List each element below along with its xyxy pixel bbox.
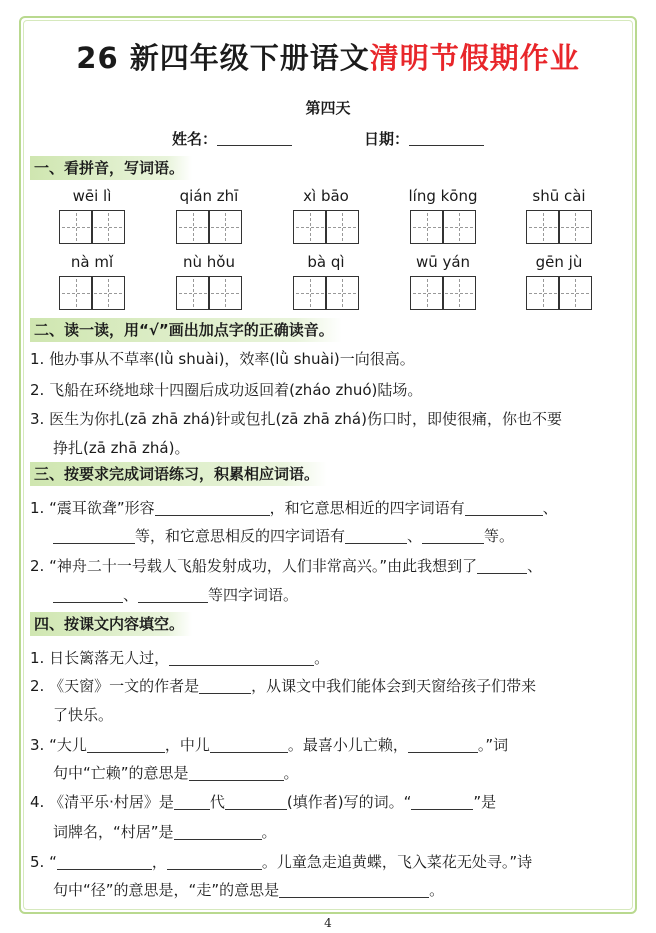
s4-text: 2. 《天窗》一文的作者是: [30, 677, 200, 695]
pinyin-label: shū cài: [532, 187, 586, 205]
tianzige-box[interactable]: [558, 276, 592, 310]
s4-text: ”是: [473, 793, 497, 811]
answer-blank[interactable]: [411, 794, 473, 810]
s3-text: 等四字词语。: [208, 586, 299, 604]
s3-item-1-line1: [30, 498, 558, 518]
pinyin-label: xì bāo: [303, 187, 349, 205]
s3-text: 等。: [484, 527, 515, 545]
s4-text: 句中“亡赖”的意思是: [53, 764, 189, 782]
s4-item-4-line2: [53, 822, 277, 842]
s4-text: (填作者)写的词。“: [286, 793, 412, 811]
pinyin-item: [276, 252, 376, 310]
date-blank[interactable]: [409, 131, 484, 146]
name-label: 姓名：: [172, 130, 218, 148]
answer-blank[interactable]: [210, 737, 288, 753]
s4-text: 代: [209, 793, 225, 811]
answer-blank[interactable]: [53, 528, 135, 544]
answer-blank[interactable]: [225, 794, 287, 810]
answer-blank[interactable]: [422, 528, 484, 544]
s4-text: 。”词: [477, 736, 509, 754]
s4-text: 。: [429, 881, 445, 899]
pinyin-label: wū yán: [415, 253, 471, 271]
s2-item-2: 2. 飞船在环绕地球十四圈后成功返回着(zháo zhuó)陆场。: [30, 381, 423, 399]
section-2-heading: 二、读一读，用“√”画出加点字的正确读音。: [30, 318, 342, 342]
name-field[interactable]: [172, 128, 292, 149]
s3-text: 1. “震耳欲聋”形容: [30, 499, 155, 517]
pinyin-item: [393, 186, 493, 244]
pinyin-item: [42, 252, 142, 310]
s3-text: 、: [407, 527, 423, 545]
tianzige-box[interactable]: [526, 210, 560, 244]
tianzige-box[interactable]: [293, 210, 327, 244]
answer-blank[interactable]: [87, 737, 165, 753]
date-label: 日期：: [364, 130, 410, 148]
s3-text: 、: [542, 499, 558, 517]
s3-text: ，和它意思相近的四字词语有: [269, 499, 465, 517]
name-blank[interactable]: [217, 131, 292, 146]
s4-text: 词牌名，“村居”是: [53, 823, 174, 841]
s4-item-2-line2: 了快乐。: [53, 706, 114, 724]
answer-blank[interactable]: [53, 587, 123, 603]
s4-text: ，: [151, 853, 167, 871]
s4-text: ，中儿: [164, 736, 210, 754]
s4-text: ，从课文中我们能体会到天窗给孩子们带来: [251, 677, 537, 695]
tianzige-pair: [276, 276, 376, 310]
section-4-heading: 四、按课文内容填空。: [30, 612, 192, 636]
pinyin-label: líng kōng: [408, 187, 478, 205]
tianzige-box[interactable]: [91, 276, 125, 310]
page-number: 4: [324, 916, 332, 930]
pinyin-item: [159, 252, 259, 310]
s4-item-5-line1: [30, 852, 532, 872]
title-prefix: 26 新四年级下册语文: [76, 41, 370, 75]
s4-text: 。儿童急走追黄蝶，飞入菜花无处寻。”诗: [261, 853, 533, 871]
s4-text: 句中“径”的意思是，“走”的意思是: [53, 881, 280, 899]
s4-text: 3. “大儿: [30, 736, 87, 754]
pinyin-label: nù hǒu: [183, 253, 235, 271]
tianzige-box[interactable]: [442, 276, 476, 310]
pinyin-item: [509, 186, 609, 244]
answer-blank[interactable]: [477, 558, 527, 574]
pinyin-item: [159, 186, 259, 244]
tianzige-pair: [509, 210, 609, 244]
s4-text: 4. 《清平乐·村居》是: [30, 793, 174, 811]
s4-text: 。: [283, 764, 299, 782]
answer-blank[interactable]: [408, 737, 478, 753]
answer-blank[interactable]: [465, 500, 543, 516]
answer-blank[interactable]: [345, 528, 407, 544]
tianzige-box[interactable]: [410, 276, 444, 310]
s3-item-2-line2: [53, 585, 298, 605]
tianzige-pair: [393, 276, 493, 310]
s3-text: 等，和它意思相反的四字词语有: [135, 527, 346, 545]
pinyin-label: gēn jù: [535, 253, 583, 271]
tianzige-pair: [42, 276, 142, 310]
tianzige-pair: [42, 210, 142, 244]
tianzige-box[interactable]: [526, 276, 560, 310]
s4-item-5-line2: [53, 880, 444, 900]
s4-text: 。: [314, 649, 330, 667]
s2-item-1: 1. 他办事从不草率(lǜ shuài)，效率(lǜ shuài)一向很高。: [30, 350, 415, 368]
answer-blank[interactable]: [199, 678, 251, 694]
s4-item-2-line1: [30, 676, 536, 696]
s3-text: 、: [527, 557, 543, 575]
pinyin-label: nà mǐ: [70, 253, 114, 271]
pinyin-item: [509, 252, 609, 310]
tianzige-box[interactable]: [59, 276, 93, 310]
pinyin-item: [42, 186, 142, 244]
tianzige-pair: [509, 276, 609, 310]
s4-text: 。最喜小儿亡赖，: [287, 736, 408, 754]
s4-item-3-line1: [30, 735, 508, 755]
s2-item-3-line1: 3. 医生为你扎(zā zhā zhá)针或包扎(zā zhā zhá)伤口时，即使很痛，你也不要: [30, 410, 562, 428]
tianzige-pair: [276, 210, 376, 244]
page-title: [0, 36, 656, 77]
section-1-heading: 一、看拼音，写词语。: [30, 156, 192, 180]
answer-blank[interactable]: [174, 794, 210, 810]
s4-item-1: [30, 648, 329, 668]
tianzige-box[interactable]: [410, 210, 444, 244]
pinyin-item: [393, 252, 493, 310]
s4-text: 1. 日长篱落无人过，: [30, 649, 170, 667]
s4-item-4-line1: [30, 792, 496, 812]
s3-text: 2. “神舟二十一号载人飞船发射成功，人们非常高兴。”由此我想到了: [30, 557, 478, 575]
pinyin-label: qián zhī: [179, 187, 239, 205]
answer-blank[interactable]: [174, 824, 262, 840]
tianzige-box[interactable]: [176, 210, 210, 244]
tianzige-box[interactable]: [325, 210, 359, 244]
answer-blank[interactable]: [138, 587, 208, 603]
s3-item-1-line2: [53, 526, 514, 546]
answer-blank[interactable]: [279, 882, 429, 898]
tianzige-pair: [393, 210, 493, 244]
answer-blank[interactable]: [189, 765, 284, 781]
date-field[interactable]: [364, 128, 484, 149]
title-highlight: 清明节假期作业: [369, 41, 580, 75]
tianzige-box[interactable]: [208, 210, 242, 244]
tianzige-pair: [159, 276, 259, 310]
day-label: 第四天: [305, 99, 351, 117]
tianzige-box[interactable]: [442, 210, 476, 244]
s4-item-3-line2: [53, 763, 299, 783]
s2-item-3-line2: 挣扎(zā zhā zhá)。: [53, 439, 190, 457]
pinyin-label: wēi lì: [72, 187, 112, 205]
answer-blank[interactable]: [155, 500, 270, 516]
s4-text: 5. “: [30, 853, 57, 871]
answer-blank[interactable]: [167, 854, 262, 870]
tianzige-box[interactable]: [208, 276, 242, 310]
tianzige-box[interactable]: [91, 210, 125, 244]
pinyin-item: [276, 186, 376, 244]
section-3-heading: 三、按要求完成词语练习，积累相应词语。: [30, 462, 327, 486]
tianzige-pair: [159, 210, 259, 244]
tianzige-box[interactable]: [558, 210, 592, 244]
tianzige-box[interactable]: [176, 276, 210, 310]
s4-text: 。: [261, 823, 277, 841]
s3-item-2-line1: [30, 556, 542, 576]
pinyin-label: bà qì: [307, 253, 345, 271]
answer-blank[interactable]: [57, 854, 152, 870]
tianzige-box[interactable]: [293, 276, 327, 310]
tianzige-box[interactable]: [59, 210, 93, 244]
s3-text: 、: [123, 586, 139, 604]
answer-blank[interactable]: [169, 650, 314, 666]
tianzige-box[interactable]: [325, 276, 359, 310]
